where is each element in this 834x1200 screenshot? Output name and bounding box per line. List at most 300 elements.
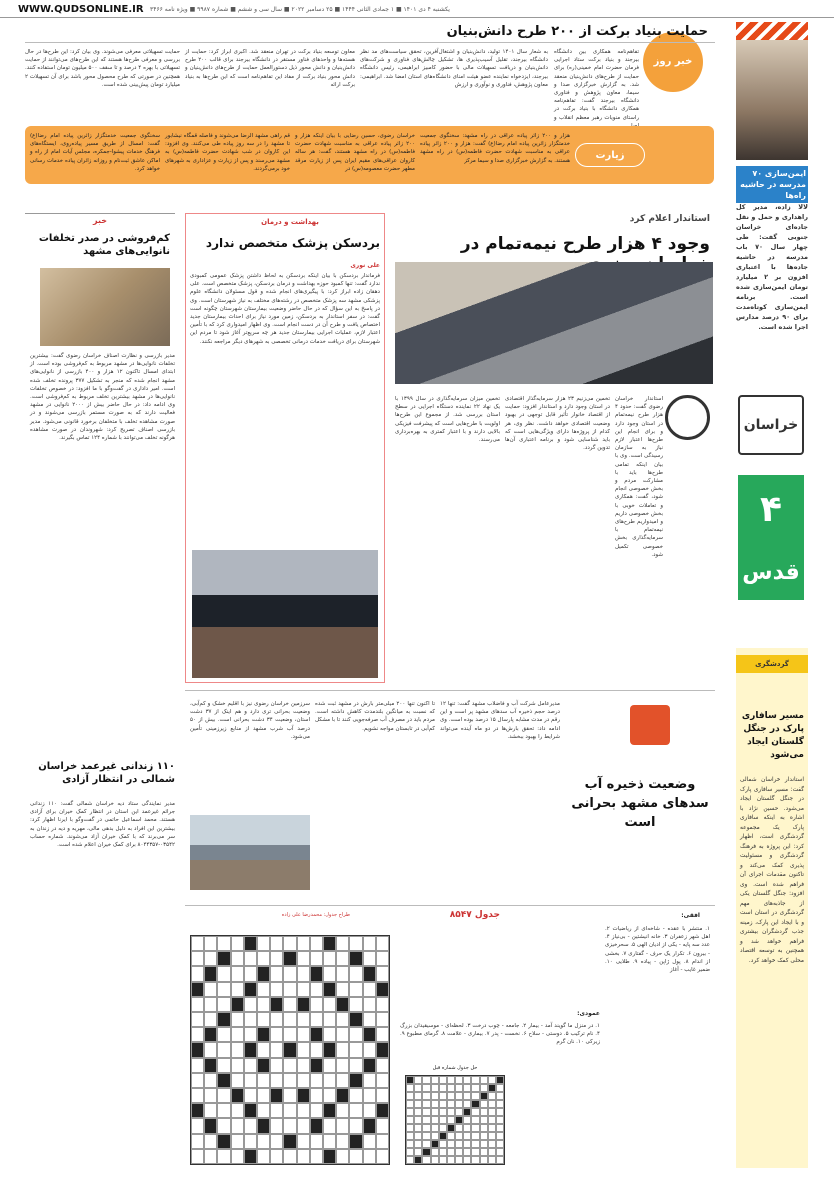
crossword-cell[interactable] <box>283 966 296 981</box>
crossword-cell[interactable] <box>204 1103 217 1118</box>
crossword-cell[interactable] <box>231 936 244 951</box>
crossword-cell[interactable] <box>217 966 230 981</box>
crossword-cell[interactable] <box>310 1088 323 1103</box>
crossword-cell[interactable] <box>297 1058 310 1073</box>
solution-cell <box>471 1108 479 1116</box>
solution-cell <box>463 1124 471 1132</box>
crossword-cell[interactable] <box>297 982 310 997</box>
crossword-cell[interactable] <box>363 997 376 1012</box>
crossword-cell[interactable] <box>323 1118 336 1133</box>
crossword-cell[interactable] <box>217 1088 230 1103</box>
crossword-cell[interactable] <box>336 982 349 997</box>
solution-cell <box>463 1140 471 1148</box>
solution-cell <box>480 1084 488 1092</box>
crossword-cell <box>231 1088 244 1103</box>
crossword-cell[interactable] <box>349 936 362 951</box>
solution-cell <box>422 1124 430 1132</box>
crossword-cell <box>297 1088 310 1103</box>
crossword-cell[interactable] <box>283 1149 296 1164</box>
crossword-cell[interactable] <box>191 997 204 1012</box>
crossword-cell <box>231 997 244 1012</box>
solution-cell <box>447 1116 455 1124</box>
crossword-cell[interactable] <box>257 1149 270 1164</box>
crossword-cell[interactable] <box>310 936 323 951</box>
crossword-cell[interactable] <box>323 1027 336 1042</box>
crossword-cell[interactable] <box>336 1058 349 1073</box>
top-story-col2: به شعار سال ۱۴۰۱ تولید، دانش‌بنیان و اشتغال‌آفرین، تحقق سیاست‌های مد نظر دانشگاه بیرجند، تقلیل آسیب‌پذیری ها، تشکیل چالش‌های فناوری و شرکت‌های دانش‌بنیان و دریافت تسهیلات مالی با حضور کامبیز ابراهیمی، رئیس دانشگاه بیرجند، ایزدخواه نماینده عضو هیئت امنای دانشگاه‌های استان امضا شد. ابراهیمی: معاون پژوهش، فناوری و نوآوری و ارزش <box>360 49 548 88</box>
crossword-cell[interactable] <box>323 951 336 966</box>
crossword-cell[interactable] <box>310 1042 323 1057</box>
crossword-cell[interactable] <box>363 1134 376 1149</box>
crossword-cell[interactable] <box>363 1012 376 1027</box>
crossword-cell[interactable] <box>310 1103 323 1118</box>
solution-cell <box>439 1084 447 1092</box>
crossword-cell[interactable] <box>231 982 244 997</box>
crossword-cell <box>244 1042 257 1057</box>
crossword-cell[interactable] <box>376 1149 389 1164</box>
solution-cell <box>431 1084 439 1092</box>
solution-cell <box>455 1116 463 1124</box>
crossword-cell[interactable] <box>283 1027 296 1042</box>
crossword-cell[interactable] <box>297 1134 310 1149</box>
main-body-col1: استاندار خراسان رضوی گفت: حدود ۴ هزار طرح نیمه‌تمام در استان وجود دارد و برای انجام این طرح‌ها اعتبار لازم نیاز به سازمان رسیدگی است. وی با بیان اینکه تمامی طرح‌ها باید با مشارکت مردم و بخش خصوصی انجام شود، گفت: همکاری و تعاملات خوبی با بخش خصوصی داریم و امیدواریم طرح‌های نیمه‌تمام با سرمایه‌گذاری بخش خصوصی تکمیل شود. <box>615 396 663 558</box>
solution-cell <box>414 1140 422 1148</box>
solution-cell <box>471 1116 479 1124</box>
crossword-cell[interactable] <box>270 1027 283 1042</box>
crossword-cell[interactable] <box>231 1103 244 1118</box>
solution-cell <box>431 1156 439 1164</box>
crossword-horizontal-hints: ۱. منتشر با عقده - شاخه‌ای از ریاضیات ۲. اهل شهر زعفران ۳. خانه انیشتین - بی‌نیاز ۴. عدد سه پایه - یکی از ادیان الهی ۵. سحرخیزی - بیرون ۶. تکرار یک حرف - گفتاری ۷. بخشی از اندام ۸. پول ژاپن - پیاده ۹. طلایی ۱۰. ضمیر غایب - آغاز <box>605 926 711 974</box>
crossword-cell <box>363 966 376 981</box>
crossword-cell[interactable] <box>349 1149 362 1164</box>
top-story-rule <box>25 42 715 43</box>
crossword-cell[interactable] <box>336 1149 349 1164</box>
crossword-cell[interactable] <box>217 936 230 951</box>
solution-cell <box>406 1092 414 1100</box>
crossword-cell[interactable] <box>323 1058 336 1073</box>
solution-cell <box>447 1084 455 1092</box>
solution-cell <box>463 1116 471 1124</box>
solution-grid <box>405 1075 505 1165</box>
crossword-cell[interactable] <box>310 982 323 997</box>
crossword-cell[interactable] <box>349 997 362 1012</box>
crossword-cell[interactable] <box>363 951 376 966</box>
solution-cell <box>480 1132 488 1140</box>
crossword-cell[interactable] <box>297 1012 310 1027</box>
crossword-cell <box>323 1149 336 1164</box>
crossword-cell[interactable] <box>323 1134 336 1149</box>
solution-cell <box>488 1132 496 1140</box>
crossword-cell[interactable] <box>217 1058 230 1073</box>
main-photo <box>395 262 713 384</box>
main-body-col3: تخمین میزان سرمایه‌گذاری در سال ۱۳۹۹ با یک نهاد ۲۲ نماینده دستگاه اجرایی در سطح استان بررسی شد. از مجموع این طرح‌ها اولویت با طرح‌هایی است که پیشرفت فیزیکی بالایی دارند و با اعتبار کمتری به بهره‌برداری می‌رسند. <box>395 396 500 444</box>
crossword-cell[interactable] <box>297 951 310 966</box>
mid-rule <box>185 690 715 691</box>
crossword-cell[interactable] <box>257 1088 270 1103</box>
solution-cell <box>471 1140 479 1148</box>
solution-cell <box>463 1092 471 1100</box>
crossword-cell[interactable] <box>297 1103 310 1118</box>
crossword-cell[interactable] <box>244 1088 257 1103</box>
solution-cell <box>439 1116 447 1124</box>
solution-cell <box>471 1100 479 1108</box>
crossword-cell[interactable] <box>336 1027 349 1042</box>
solution-cell <box>431 1092 439 1100</box>
crossword-cell[interactable] <box>376 936 389 951</box>
crossword-cell[interactable] <box>204 936 217 951</box>
solution-cell <box>488 1092 496 1100</box>
crossword-cell <box>363 1027 376 1042</box>
crossword-cell[interactable] <box>231 966 244 981</box>
solution-cell <box>480 1148 488 1156</box>
crossword-cell[interactable] <box>323 966 336 981</box>
crossword-cell[interactable] <box>349 1103 362 1118</box>
crossword-cell[interactable] <box>191 966 204 981</box>
crossword-cell[interactable] <box>244 1118 257 1133</box>
site-url[interactable]: WWW.QUDSONLINE.IR <box>18 4 144 15</box>
solution-cell <box>480 1076 488 1084</box>
crossword-cell[interactable] <box>191 1012 204 1027</box>
crossword-cell[interactable] <box>231 1118 244 1133</box>
crossword-cell <box>283 951 296 966</box>
crossword-cell[interactable] <box>204 1073 217 1088</box>
crossword-cell[interactable] <box>349 1042 362 1057</box>
crossword-cell[interactable] <box>297 936 310 951</box>
crossword-cell[interactable] <box>363 1103 376 1118</box>
crossword-cell[interactable] <box>204 997 217 1012</box>
crossword-cell[interactable] <box>297 1073 310 1088</box>
crossword-cell <box>349 1012 362 1027</box>
crossword-cell[interactable] <box>244 1058 257 1073</box>
crossword-cell[interactable] <box>376 1012 389 1027</box>
crossword-cell[interactable] <box>244 1027 257 1042</box>
crossword-cell <box>310 1118 323 1133</box>
news-left-body: مدیر بازرسی و نظارت اصناف خراسان رضوی گفت: بیشترین تخلفات نانوایی‌ها در مشهد مربوط به کم‌فروشی بوده است. از ابتدای امسال تاکنون ۱۲ هزار و ۴۰۰ بازرسی از نانوایی‌های مشهد انجام شده که منجر به تشکیل ۳۷۷ پرونده تخلف شده است. امیر داداری در گفت‌وگو با ما افزود: در خصوص تخلفات نانوایی‌ها در مشهد بیشترین تخلف مربوط به کم‌فروشی است. وی ادامه داد: در حال حاضر بیش از ۲۰۰۰ نانوایی در مشهد فعالیت دارند که به صورت مستمر بازرسی می‌شوند و در صورت مشاهده تخلف با متخلفان برخورد قانونی می‌شود. مدیر بازرسی اصناف تصریح کرد: شهروندان در صورت مشاهده هرگونه تخلف می‌توانند با شماره ۱۲۴ تماس بگیرند. <box>30 353 175 442</box>
solution-cell <box>496 1116 504 1124</box>
crossword-cell[interactable] <box>231 1149 244 1164</box>
crossword-cell[interactable] <box>310 1012 323 1027</box>
crossword-cell[interactable] <box>244 1012 257 1027</box>
solution-cell <box>463 1084 471 1092</box>
crossword-cell[interactable] <box>270 936 283 951</box>
solution-cell <box>463 1148 471 1156</box>
crossword-cell <box>349 1134 362 1149</box>
crossword-cell[interactable] <box>204 982 217 997</box>
crossword-cell[interactable] <box>376 1073 389 1088</box>
solution-cell <box>414 1156 422 1164</box>
crossword-designer: طراح جدول: محمدرضا علی زاده <box>281 912 350 918</box>
solution-cell <box>414 1124 422 1132</box>
crossword-cell <box>270 1088 283 1103</box>
crossword-cell <box>257 1058 270 1073</box>
crossword-cell[interactable] <box>191 1134 204 1149</box>
solution-cell <box>463 1108 471 1116</box>
crossword-cell[interactable] <box>363 1088 376 1103</box>
crossword-cell[interactable] <box>204 1134 217 1149</box>
crossword-cell[interactable] <box>217 1027 230 1042</box>
crossword-cell[interactable] <box>323 1088 336 1103</box>
solution-cell <box>447 1148 455 1156</box>
crossword-cell[interactable] <box>363 1042 376 1057</box>
crossword-cell[interactable] <box>349 1118 362 1133</box>
solution-cell <box>431 1116 439 1124</box>
crossword-cell <box>376 1103 389 1118</box>
crossword-cell[interactable] <box>231 1134 244 1149</box>
crossword-cell[interactable] <box>283 936 296 951</box>
solution-cell <box>422 1108 430 1116</box>
crossword-cell[interactable] <box>257 936 270 951</box>
crossword-cell[interactable] <box>297 1149 310 1164</box>
main-side-logo <box>665 395 710 440</box>
crossword-cell[interactable] <box>191 936 204 951</box>
mid-story-photo <box>190 815 310 890</box>
crossword-cell[interactable] <box>191 1118 204 1133</box>
solution-cell <box>496 1092 504 1100</box>
crossword-cell[interactable] <box>231 1012 244 1027</box>
crossword-cell[interactable] <box>257 1134 270 1149</box>
solution-cell <box>447 1156 455 1164</box>
crossword-cell[interactable] <box>283 1058 296 1073</box>
solution-cell <box>488 1084 496 1092</box>
crossword-cell[interactable] <box>231 1073 244 1088</box>
solution-cell <box>496 1084 504 1092</box>
crossword-cell <box>283 1042 296 1057</box>
crossword-cell[interactable] <box>217 1118 230 1133</box>
crossword-cell[interactable] <box>270 1042 283 1057</box>
crossword-cell[interactable] <box>204 1088 217 1103</box>
solution-cell <box>447 1108 455 1116</box>
crossword-cell <box>310 1058 323 1073</box>
crossword-cell[interactable] <box>283 997 296 1012</box>
crossword-cell[interactable] <box>363 982 376 997</box>
crossword-cell[interactable] <box>244 1134 257 1149</box>
crossword-cell[interactable] <box>191 1073 204 1088</box>
crossword-cell[interactable] <box>310 951 323 966</box>
crossword-cell[interactable] <box>217 1042 230 1057</box>
solution-cell <box>463 1156 471 1164</box>
crossword-row-label: افقی: <box>681 912 700 919</box>
crossword-cell[interactable] <box>376 951 389 966</box>
crossword-cell <box>297 997 310 1012</box>
crossword-cell[interactable] <box>349 966 362 981</box>
solution-cell <box>471 1124 479 1132</box>
crossword-cell[interactable] <box>217 1149 230 1164</box>
solution-cell <box>447 1140 455 1148</box>
crossword-cell[interactable] <box>191 1149 204 1164</box>
solution-cell <box>447 1132 455 1140</box>
solution-cell <box>480 1108 488 1116</box>
crossword-cell[interactable] <box>191 951 204 966</box>
solution-cell <box>431 1108 439 1116</box>
crossword-cell[interactable] <box>336 1012 349 1027</box>
solution-cell <box>422 1076 430 1084</box>
crossword-cell[interactable] <box>349 1088 362 1103</box>
solution-cell <box>414 1076 422 1084</box>
solution-cell <box>488 1148 496 1156</box>
top-story-title: حمایت بنیاد برکت از ۲۰۰ طرح دانش‌بنیان <box>446 24 708 39</box>
crossword-cell[interactable] <box>217 982 230 997</box>
solution-cell <box>480 1124 488 1132</box>
crossword-cell[interactable] <box>297 966 310 981</box>
crossword-cell[interactable] <box>270 982 283 997</box>
solution-cell <box>447 1124 455 1132</box>
crossword-cell <box>191 982 204 997</box>
crossword-cell <box>336 997 349 1012</box>
crossword-cell[interactable] <box>336 1103 349 1118</box>
ziyarat-item-3: قم راهی مشهد الرضا می‌شوند و فاصله قمگاه نیشابور تا مشهد را در سه روز پیاده طی می‌کنند. وی افزود: این کاروان در شب شهادت حضرت فاطمه(س) به مشهد می‌رسند و پس از زیارت و عزاداری به شهرهای خود برمی‌گردند. <box>165 133 290 172</box>
crossword-cell[interactable] <box>363 936 376 951</box>
crossword-cell[interactable] <box>257 1012 270 1027</box>
crossword-cell[interactable] <box>270 1058 283 1073</box>
crossword-cell <box>323 1103 336 1118</box>
crossword-cell[interactable] <box>270 1149 283 1164</box>
solution-cell <box>496 1148 504 1156</box>
crossword-cell[interactable] <box>376 1058 389 1073</box>
crossword-cell[interactable] <box>323 997 336 1012</box>
crossword-cell[interactable] <box>336 1073 349 1088</box>
crossword-cell[interactable] <box>204 1042 217 1057</box>
crossword-cell[interactable] <box>191 1058 204 1073</box>
crossword-cell[interactable] <box>363 1149 376 1164</box>
crossword-cell[interactable] <box>270 1073 283 1088</box>
crossword-cell <box>363 1058 376 1073</box>
crossword-cell[interactable] <box>336 951 349 966</box>
crossword-cell <box>244 1149 257 1164</box>
crossword-cell[interactable] <box>310 1073 323 1088</box>
crossword-cell[interactable] <box>349 982 362 997</box>
crossword-cell[interactable] <box>310 1134 323 1149</box>
crossword-cell[interactable] <box>376 1027 389 1042</box>
crossword-cell[interactable] <box>257 951 270 966</box>
health-label: بهداشت و درمان <box>261 218 319 226</box>
top-story-col3: معاون توسعه بنیاد برکت در تهران منعقد شد. اکبری ابراز کرد: حمایت از هسته‌ها و واحدهای فناور مستقر در دانشگاه بیرجند برای قالب ۲۰۰ طرح دانش‌بنیان و دانش محور ذیل دستورالعمل حمایت از طرح‌های دانش‌بنیان و دانش محور بنیاد برکت از مفاد این تفاهم‌نامه است که این طرح‌ها به بنیاد برکت ارائه <box>185 49 355 88</box>
crossword-cell[interactable] <box>204 1012 217 1027</box>
crossword-cell[interactable] <box>297 1042 310 1057</box>
crossword-cell[interactable] <box>270 1103 283 1118</box>
crossword-cell[interactable] <box>283 1103 296 1118</box>
main-body-col2: تخمین می‌زنیم ۲۳ هزار سرمایه‌گذار اقتصادی در استان وجود دارد و استاندار افزود: حمایت از اقتصاد خانوار تأثیر قابل توجهی در بهبود وضعیت اقتصادی خواهد داشت. نظر وی، هر کدام از پروژه‌ها دارای ویژگی‌هایی است که باید شناسایی شود و برنامه اعتباری آن‌ها تدوین گردد. <box>505 396 610 452</box>
health-author: علی نوری <box>350 262 380 269</box>
crossword-cell[interactable] <box>244 997 257 1012</box>
crossword-cell <box>244 982 257 997</box>
crossword-cell[interactable] <box>323 1012 336 1027</box>
crossword-cell[interactable] <box>191 1088 204 1103</box>
crossword-cell[interactable] <box>376 1134 389 1149</box>
crossword-cell[interactable] <box>336 1134 349 1149</box>
solution-cell <box>431 1076 439 1084</box>
solution-cell <box>414 1116 422 1124</box>
crossword-cell[interactable] <box>191 1027 204 1042</box>
crossword-cell <box>257 966 270 981</box>
crossword-cell[interactable] <box>257 997 270 1012</box>
crossword-cell[interactable] <box>244 951 257 966</box>
crossword-cell[interactable] <box>270 966 283 981</box>
solution-cell <box>406 1148 414 1156</box>
crossword-cell[interactable] <box>336 1042 349 1057</box>
crossword-cell[interactable] <box>283 1118 296 1133</box>
crossword-cell[interactable] <box>283 1012 296 1027</box>
solution-cell <box>455 1092 463 1100</box>
solution-cell <box>488 1076 496 1084</box>
crossword-cell[interactable] <box>349 1027 362 1042</box>
crossword-cell[interactable] <box>376 1088 389 1103</box>
main-kicker: استاندار اعلام کرد <box>629 214 710 224</box>
crossword-cell[interactable] <box>204 951 217 966</box>
solution-cell <box>447 1076 455 1084</box>
solution-cell <box>439 1148 447 1156</box>
crossword-cell[interactable] <box>349 1058 362 1073</box>
crossword-cell[interactable] <box>336 936 349 951</box>
top-story-col1: تفاهم‌نامه همکاری بین دانشگاه بیرجند و بنیاد برکت ستاد اجرایی فرمان حضرت امام خمینی(ره) برای حمایت از طرح‌های دانش‌بنیان منعقد شد. به گزارش خبرگزاری صدا و سیما، معاون پژوهش و فناوری دانشگاه بیرجند گفت: تفاهم‌نامه همکاری دانشگاه با بنیاد برکت در راستای منویات رهبر معظم انقلاب و <box>554 49 639 121</box>
solution-cell <box>414 1084 422 1092</box>
crossword-cell[interactable] <box>231 1027 244 1042</box>
crossword-rule <box>185 905 715 906</box>
crossword-cell[interactable] <box>376 966 389 981</box>
crossword-cell[interactable] <box>257 1042 270 1057</box>
crossword-cell[interactable] <box>336 966 349 981</box>
khabar-roz-logo: خبر روز <box>643 32 703 92</box>
solution-cell <box>496 1132 504 1140</box>
crossword-cell[interactable] <box>297 1118 310 1133</box>
crossword-cell[interactable] <box>323 1073 336 1088</box>
crossword-cell[interactable] <box>204 1149 217 1164</box>
crossword-cell[interactable] <box>270 1012 283 1027</box>
quds-logo: قدس <box>738 545 804 600</box>
crossword-cell[interactable] <box>217 997 230 1012</box>
solution-cell <box>471 1156 479 1164</box>
crossword-cell[interactable] <box>283 1088 296 1103</box>
crossword-cell[interactable] <box>270 1134 283 1149</box>
crossword-grid[interactable] <box>190 935 390 1165</box>
solution-cell <box>422 1132 430 1140</box>
crossword-cell[interactable] <box>244 966 257 981</box>
crossword-cell[interactable] <box>257 1073 270 1088</box>
crossword-cell <box>336 1088 349 1103</box>
crossword-cell[interactable] <box>231 1058 244 1073</box>
dateline: یکشنبه ۴ دی ۱۴۰۱ ■ ۱ جمادی الثانی ۱۴۴۴ ■ ۲۵ دسامبر ۲۰۲۲ ■ سال سی و ششم ■ شماره ۹۹۸۷ ■ ویژه نامه ۳۴۶۶ <box>150 6 450 13</box>
solution-cell <box>455 1148 463 1156</box>
crossword-cell[interactable] <box>297 1027 310 1042</box>
news-left-title2: ۱۱۰ زندانی غیرعمد خراسان شمالی در انتظار آزادی <box>38 761 175 785</box>
crossword-cell[interactable] <box>231 951 244 966</box>
crossword-cell[interactable] <box>283 1073 296 1088</box>
crossword-cell[interactable] <box>363 1073 376 1088</box>
solution-cell <box>431 1140 439 1148</box>
crossword-cell[interactable] <box>257 1103 270 1118</box>
crossword-cell[interactable] <box>257 982 270 997</box>
crossword-cell[interactable] <box>270 951 283 966</box>
crossword-cell[interactable] <box>336 1118 349 1133</box>
crossword-cell[interactable] <box>231 1042 244 1057</box>
solution-cell <box>455 1124 463 1132</box>
crossword-cell[interactable] <box>270 1118 283 1133</box>
crossword-cell[interactable] <box>217 1103 230 1118</box>
solution-cell <box>431 1100 439 1108</box>
crossword-cell[interactable] <box>310 997 323 1012</box>
crossword-cell[interactable] <box>376 1118 389 1133</box>
page-number-box: ۴ <box>738 475 804 545</box>
crossword-cell[interactable] <box>244 1073 257 1088</box>
solution-cell <box>480 1092 488 1100</box>
solution-cell <box>455 1132 463 1140</box>
crossword-cell <box>323 982 336 997</box>
solution-cell <box>496 1100 504 1108</box>
sidebar-banner-title: ایمن‌سازی ۷۰ مدرسه در حاشیه راه‌ها <box>736 166 808 203</box>
crossword-cell[interactable] <box>310 1149 323 1164</box>
crossword-cell[interactable] <box>376 997 389 1012</box>
crossword-cell[interactable] <box>283 982 296 997</box>
solution-cell <box>455 1076 463 1084</box>
